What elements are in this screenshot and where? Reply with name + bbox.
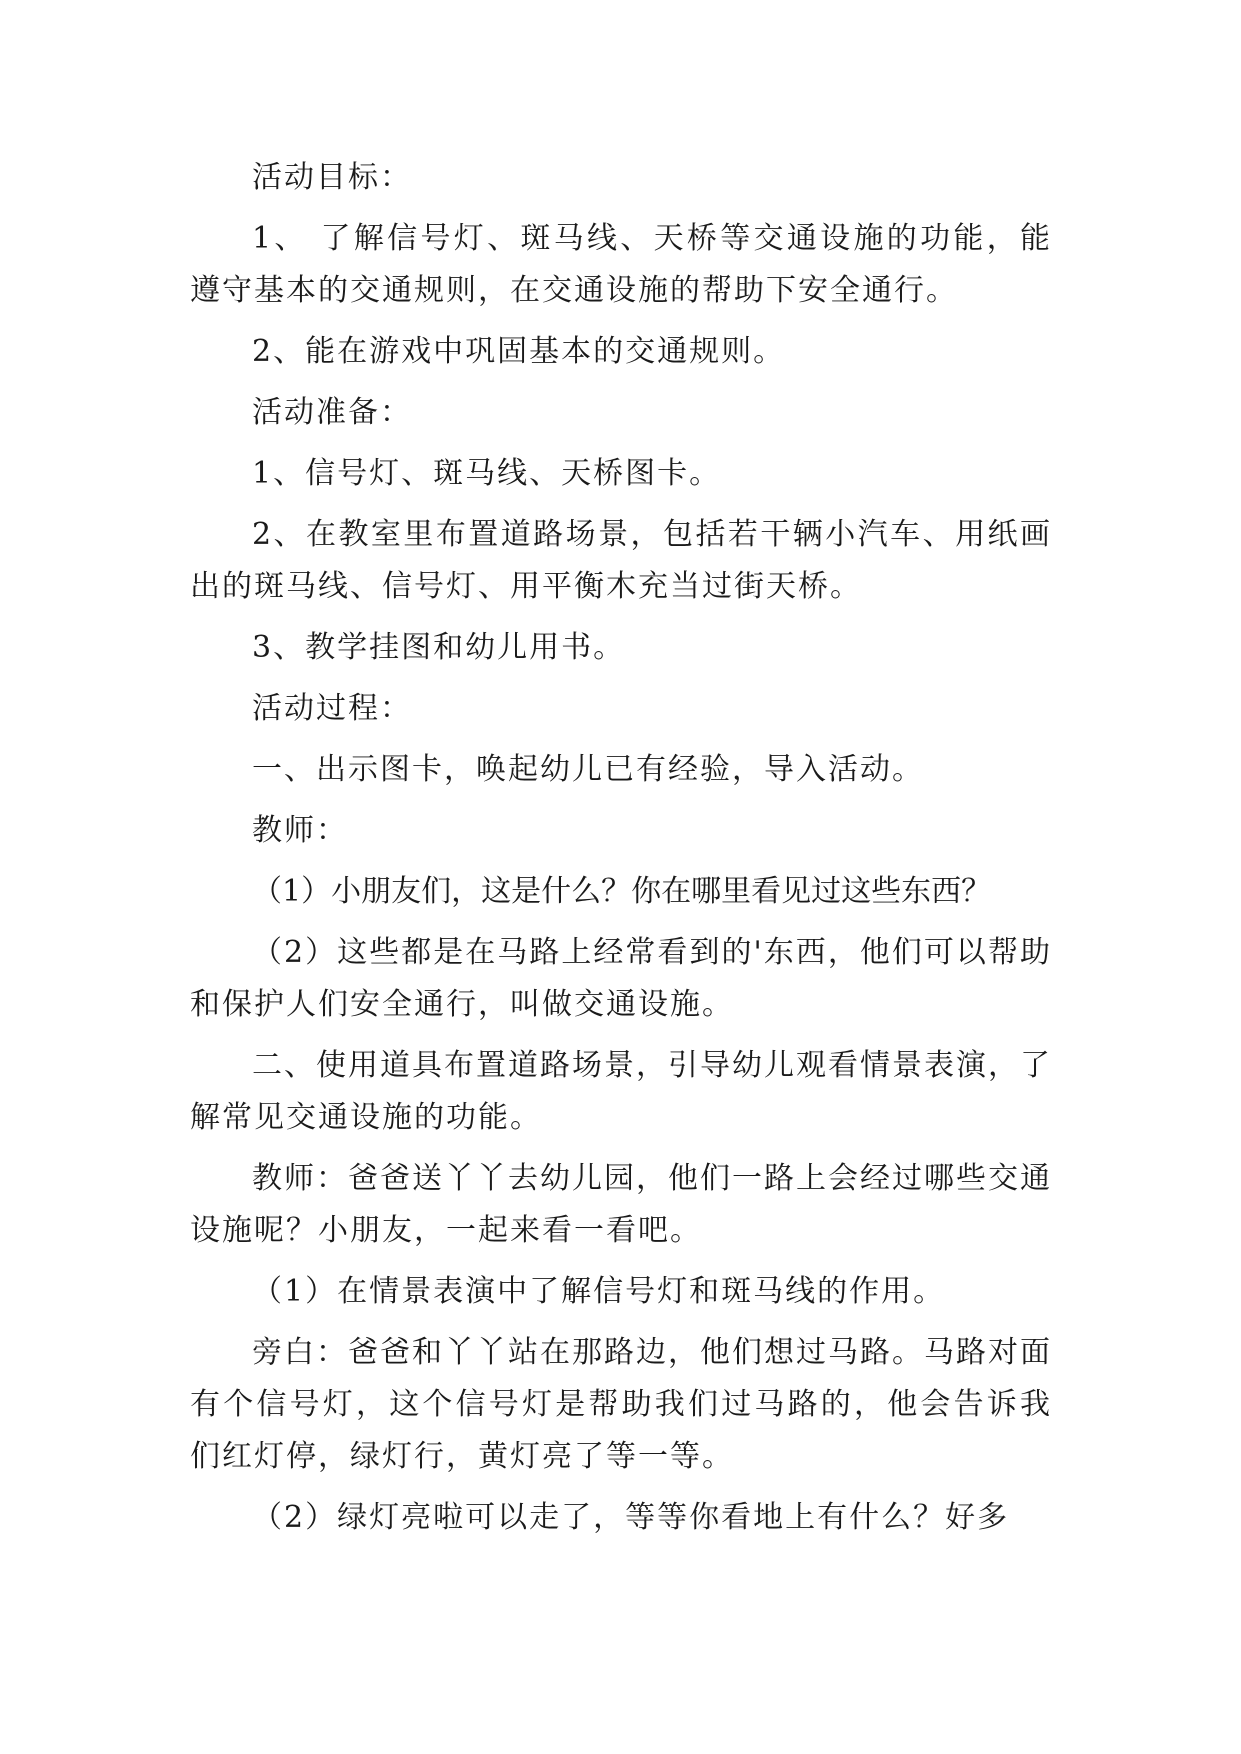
teacher-question-1: （1）小朋友们，这是什么？你在哪里看见过这些东西？ [252, 874, 992, 909]
heading-activity-process: 活动过程： [252, 691, 412, 726]
heading-activity-preparation: 活动准备： [252, 395, 412, 430]
teacher-dialogue: 教师：爸爸送丫丫去幼儿园，他们一路上会经过哪些交通设施呢？小朋友，一起来看一看吧。 [190, 1161, 1052, 1248]
document-body [190, 152, 1052, 1553]
process-step-1: 一、出示图卡，唤起幼儿已有经验，导入活动。 [252, 752, 924, 787]
preparation-item-3: 3、教学挂图和幼儿用书。 [252, 630, 626, 665]
goal-item-1: 1、 了解信号灯、斑马线、天桥等交通设施的功能，能遵守基本的交通规则，在交通设施的帮助下安全通行。 [190, 221, 1052, 308]
teacher-label: 教师： [252, 813, 348, 848]
scene-item-2: （2）绿灯亮啦可以走了，等等你看地上有什么？好多 [252, 1500, 1010, 1535]
scene-item-1: （1）在情景表演中了解信号灯和斑马线的作用。 [252, 1274, 946, 1309]
process-step-2: 二、使用道具布置道路场景，引导幼儿观看情景表演，了解常见交通设施的功能。 [190, 1048, 1052, 1135]
heading-activity-goals: 活动目标： [252, 160, 412, 195]
goal-item-2: 2、能在游戏中巩固基本的交通规则。 [252, 334, 786, 369]
narration-paragraph: 旁白：爸爸和丫丫站在那路边，他们想过马路。马路对面有个信号灯，这个信号灯是帮助我们过马路的，他会告诉我们红灯停，绿灯行，黄灯亮了等一等。 [190, 1335, 1052, 1474]
preparation-item-1: 1、信号灯、斑马线、天桥图卡。 [252, 456, 722, 491]
teacher-question-2: （2）这些都是在马路上经常看到的'东西，他们可以帮助和保护人们安全通行，叫做交通设施。 [190, 935, 1052, 1022]
preparation-item-2: 2、在教室里布置道路场景，包括若干辆小汽车、用纸画出的斑马线、信号灯、用平衡木充当过街天桥。 [190, 517, 1052, 604]
